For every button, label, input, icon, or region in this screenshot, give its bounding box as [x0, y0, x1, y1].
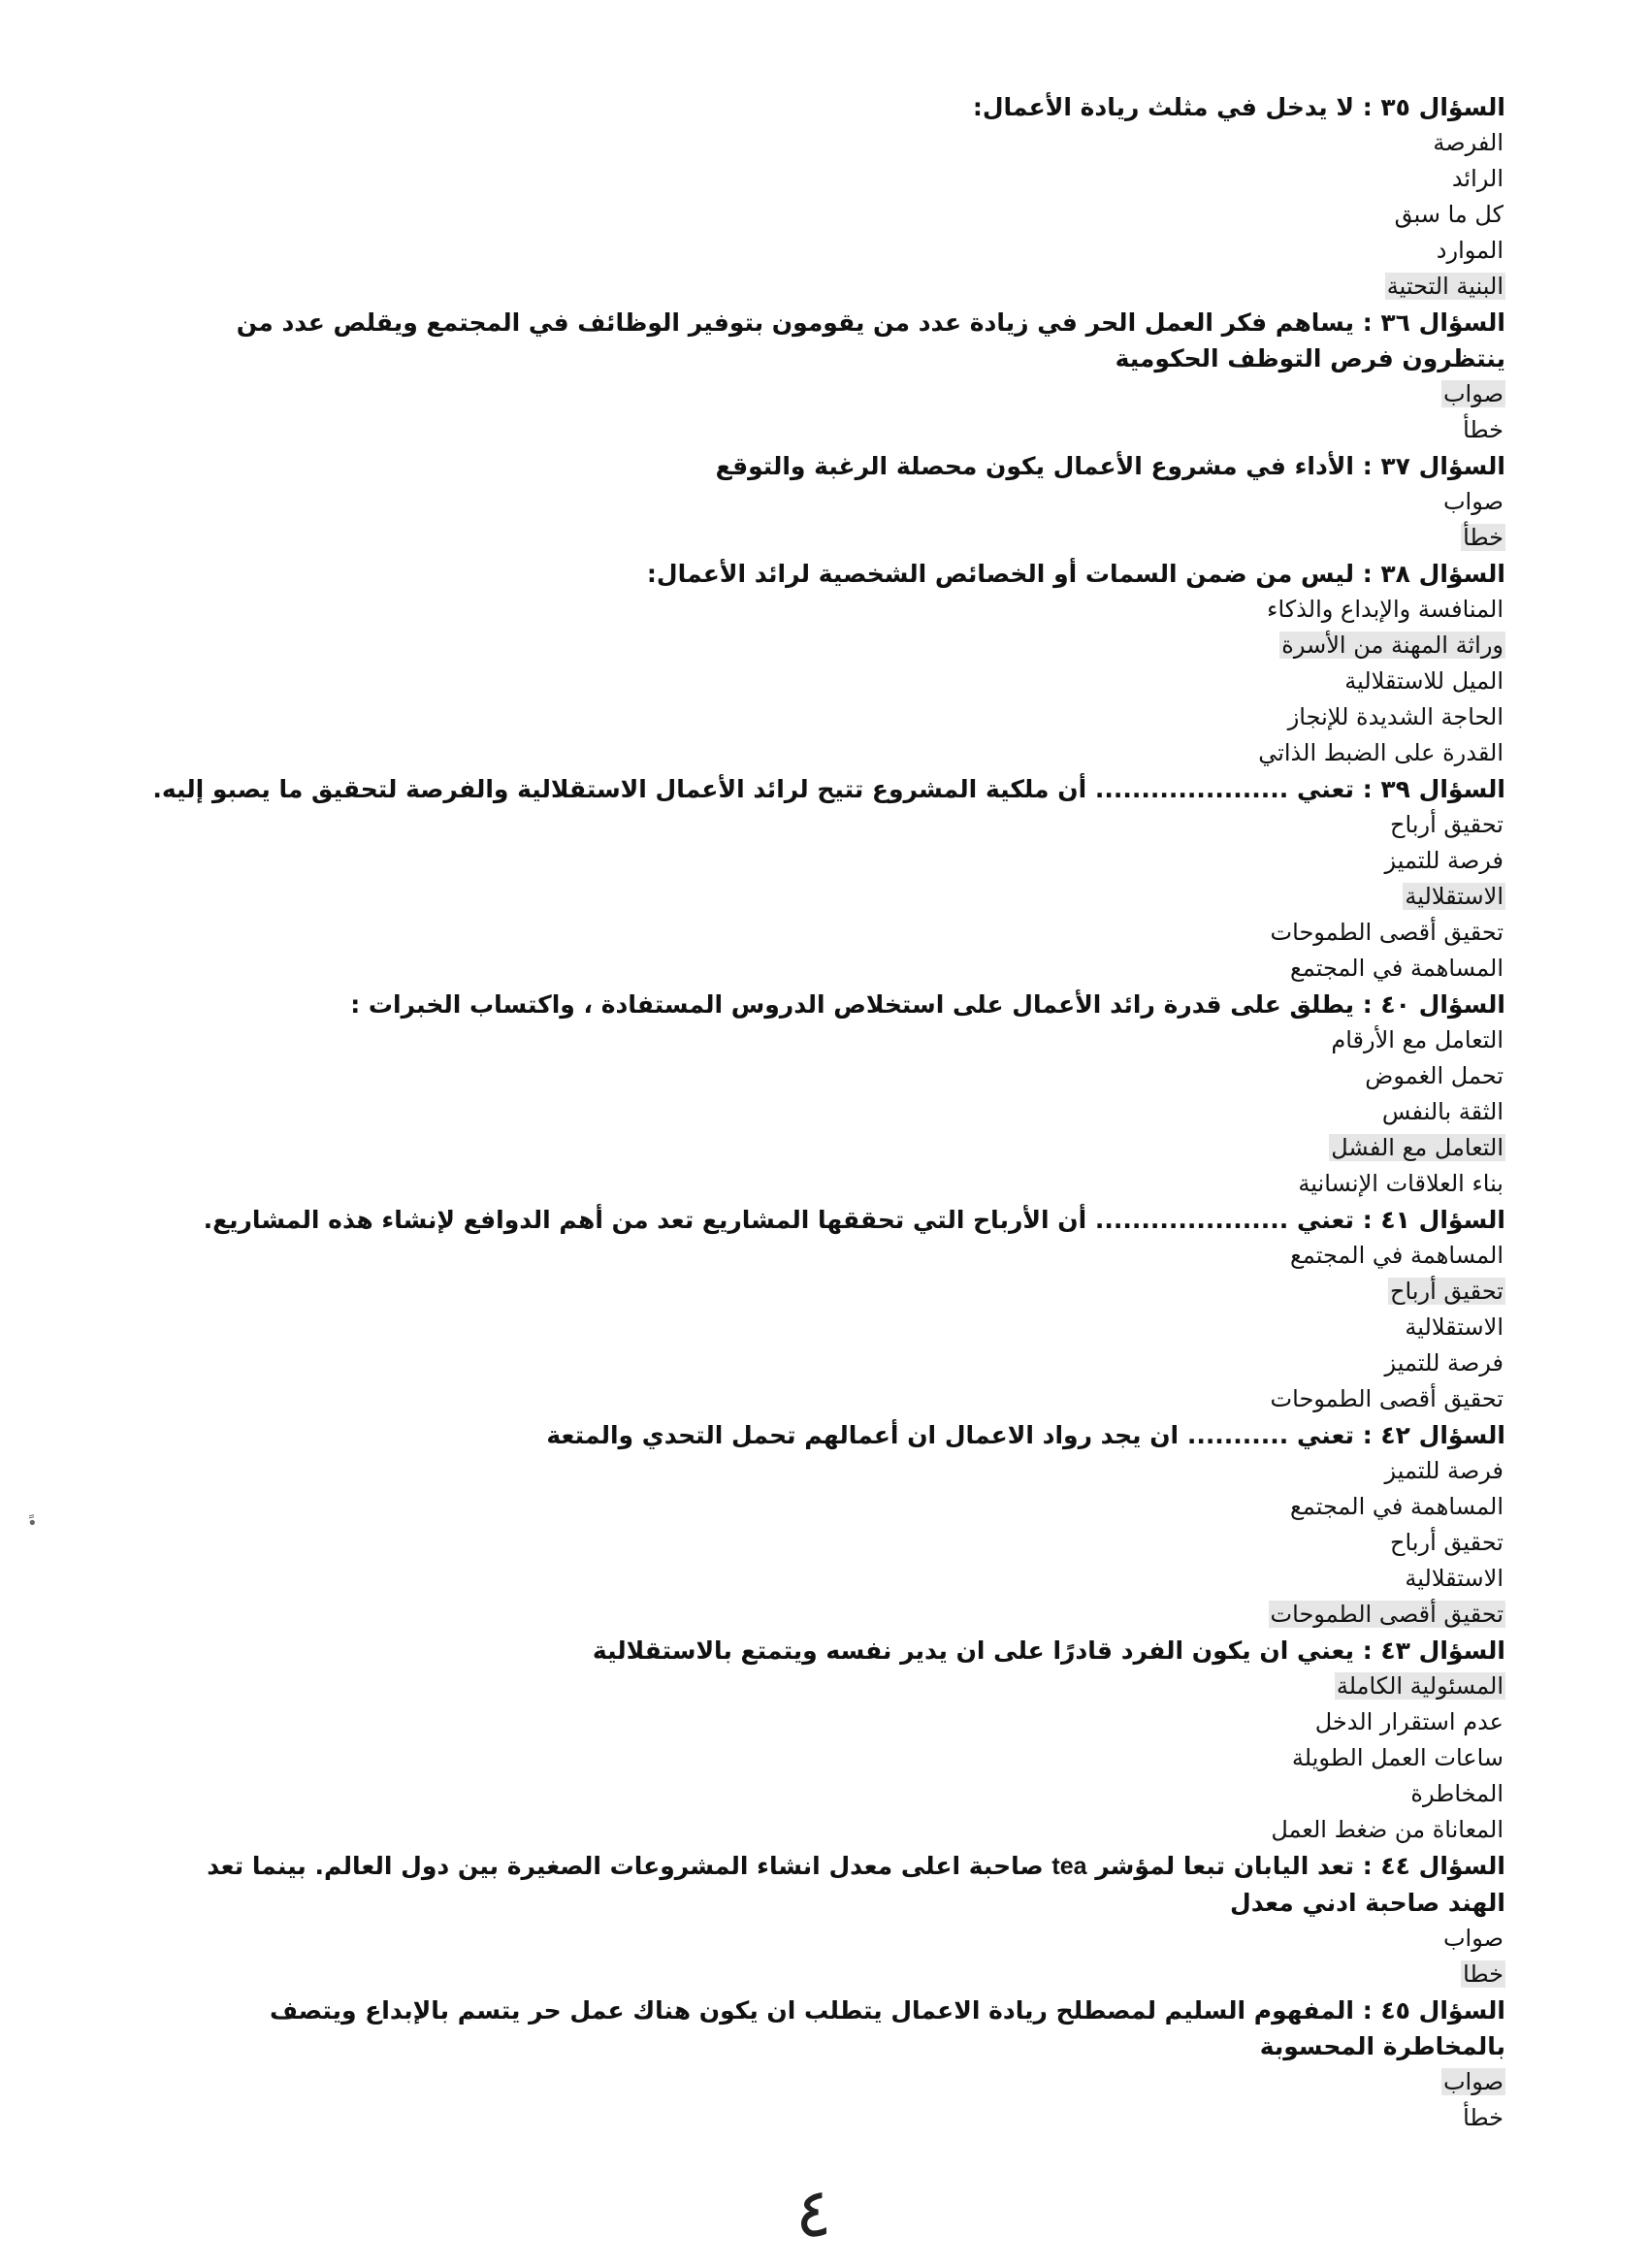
- answer-option: [147, 197, 1505, 233]
- question-number: السؤال ٤١ :: [1362, 1206, 1505, 1234]
- answer-option: [147, 951, 1505, 987]
- answer-option-label: كل ما سبق: [1394, 201, 1504, 228]
- question-text: [147, 1633, 1505, 1669]
- question-number: السؤال ٣٩ :: [1362, 775, 1505, 803]
- answer-option-selected: [147, 1957, 1505, 1993]
- answer-option-label: تحمل الغموض: [1365, 1062, 1504, 1089]
- answer-option-label: المساهمة في المجتمع: [1290, 1493, 1504, 1520]
- question-number: السؤال ٣٧ :: [1362, 452, 1505, 480]
- answer-option-label: خطا: [1463, 1960, 1504, 1988]
- question-text: [147, 1848, 1505, 1921]
- question-text: [147, 305, 1505, 376]
- question-text: [147, 987, 1505, 1022]
- question-text: [147, 89, 1505, 125]
- answer-option: [147, 161, 1505, 197]
- question-number: السؤال ٤٣ :: [1362, 1636, 1505, 1665]
- answer-option: [147, 2100, 1505, 2136]
- answer-option-label: خطأ: [1463, 524, 1504, 551]
- question-text: [147, 448, 1505, 484]
- answer-option: [147, 233, 1505, 269]
- answer-option: [147, 915, 1505, 951]
- answer-option-selected: [147, 1274, 1505, 1310]
- answer-option-label: تحقيق أقصى الطموحات: [1270, 919, 1504, 946]
- answer-option-label: المساهمة في المجتمع: [1290, 1242, 1504, 1269]
- answer-option-label: المسئولية الكاملة: [1336, 1672, 1504, 1700]
- answer-option: [147, 699, 1505, 735]
- answer-option: [147, 484, 1505, 520]
- answer-option-label: صواب: [1442, 380, 1504, 407]
- question-number: السؤال ٤٤ :: [1362, 1852, 1505, 1880]
- answer-option-label: المنافسة والإبداع والذكاء: [1267, 596, 1504, 623]
- answer-option-label: ساعات العمل الطويلة: [1291, 1744, 1504, 1771]
- answer-option-label: المعاناة من ضغط العمل: [1271, 1816, 1504, 1843]
- answer-option-selected: [147, 628, 1505, 664]
- question-stem: تعد اليابان تبعا لمؤشر: [1095, 1852, 1354, 1880]
- answer-option-label: تحقيق أقصى الطموحات: [1270, 1385, 1504, 1412]
- question-block: [147, 305, 1505, 448]
- answer-option: [147, 1094, 1505, 1130]
- answer-option: [147, 412, 1505, 448]
- answer-option-label: بناء العلاقات الإنسانية: [1298, 1170, 1504, 1197]
- answer-option-label: الاستقلالية: [1405, 1313, 1504, 1341]
- answer-option-label: المخاطرة: [1410, 1780, 1504, 1807]
- question-block: [147, 1202, 1505, 1417]
- answer-option-label: تحقيق أقصى الطموحات: [1270, 1601, 1504, 1628]
- question-list: [147, 89, 1505, 2136]
- answer-option-label: فرصة للتميز: [1384, 1349, 1504, 1377]
- question-block: [147, 89, 1505, 305]
- question-text: [147, 1417, 1505, 1453]
- answer-option: [147, 1561, 1505, 1597]
- answer-option-label: صواب: [1442, 488, 1504, 515]
- question-text: [147, 556, 1505, 592]
- answer-option-label: الميل للاستقلالية: [1344, 667, 1504, 695]
- question-number: السؤال ٤٥ :: [1362, 1996, 1505, 2025]
- answer-option-label: المساهمة في المجتمع: [1290, 955, 1504, 982]
- answer-option-selected: [147, 1597, 1505, 1633]
- answer-option: [147, 843, 1505, 879]
- answer-option-selected: [147, 1130, 1505, 1166]
- question-block: [147, 1993, 1505, 2136]
- answer-option-label: خطأ: [1463, 416, 1504, 443]
- answer-option: [147, 1704, 1505, 1740]
- answer-option-selected: [147, 520, 1505, 556]
- question-stem: تعني ..................... أن ملكية المشروع تتيح لرائد الأعمال الاستقلالية والفرصة لتحقيق ما يصبو إليه.: [152, 775, 1354, 803]
- answer-option-label: خطأ: [1463, 2104, 1504, 2131]
- question-block: [147, 1848, 1505, 1993]
- answer-option-label: الثقة بالنفس: [1381, 1098, 1504, 1125]
- answer-option-label: صواب: [1442, 1925, 1504, 1952]
- answer-option-label: تحقيق أرباح: [1390, 811, 1504, 838]
- question-text: [147, 771, 1505, 807]
- answer-option-label: الموارد: [1436, 237, 1504, 264]
- answer-option: [147, 1238, 1505, 1274]
- answer-option-label: تحقيق أرباح: [1390, 1278, 1504, 1305]
- answer-option-label: البنية التحتية: [1386, 273, 1504, 300]
- answer-option: [147, 1489, 1505, 1525]
- answer-option-label: الاستقلالية: [1405, 1565, 1504, 1592]
- question-number: السؤال ٤٢ :: [1362, 1421, 1505, 1449]
- answer-option: [147, 1058, 1505, 1094]
- answer-option-label: التعامل مع الفشل: [1331, 1134, 1504, 1161]
- question-number: السؤال ٣٨ :: [1362, 560, 1505, 588]
- index-term: tea: [1051, 1853, 1087, 1880]
- answer-option-label: عدم استقرار الدخل: [1314, 1708, 1504, 1735]
- question-stem: الأداء في مشروع الأعمال يكون محصلة الرغبة والتوقع: [715, 452, 1354, 480]
- question-block: [147, 771, 1505, 987]
- answer-option: [147, 807, 1505, 843]
- question-stem: يساهم فكر العمل الحر في زيادة عدد من يقومون بتوفير الوظائف في المجتمع ويقلص عدد من ينتظرون فرص التوظف الحكومية: [236, 308, 1505, 373]
- answer-option-label: الفرصة: [1433, 129, 1504, 156]
- question-block: [147, 987, 1505, 1202]
- page-number: ٤: [795, 2173, 832, 2252]
- answer-option-selected: [147, 376, 1505, 412]
- question-text: [147, 1993, 1505, 2064]
- answer-option: [147, 1525, 1505, 1561]
- answer-option-label: الرائد: [1451, 165, 1504, 192]
- answer-option: [147, 1166, 1505, 1202]
- answer-option: [147, 1310, 1505, 1345]
- answer-option-label: فرصة للتميز: [1384, 1457, 1504, 1484]
- question-block: [147, 1633, 1505, 1848]
- answer-option: [147, 592, 1505, 628]
- answer-option-label: تحقيق أرباح: [1390, 1529, 1504, 1556]
- question-stem: يعني ان يكون الفرد قادرًا على ان يدير نفسه ويتمتع بالاستقلالية: [592, 1636, 1354, 1665]
- answer-option: [147, 1921, 1505, 1957]
- answer-option-label: القدرة على الضبط الذاتي: [1258, 739, 1504, 766]
- scan-speck: ً•: [27, 1513, 38, 1534]
- question-number: السؤال ٣٥ :: [1362, 93, 1505, 121]
- question-stem: لا يدخل في مثلث ريادة الأعمال:: [972, 93, 1354, 121]
- question-stem: تعني ........... ان يجد رواد الاعمال ان أعمالهم تحمل التحدي والمتعة: [546, 1421, 1354, 1449]
- question-stem: صاحبة اعلى معدل انشاء المشروعات الصغيرة بين دول العالم. بينما تعد الهند صاحبة ادني معدل: [207, 1852, 1505, 1917]
- answer-option: [147, 125, 1505, 161]
- question-stem: يطلق على قدرة رائد الأعمال على استخلاص الدروس المستفادة ، واكتساب الخبرات :: [350, 990, 1354, 1019]
- question-block: [147, 556, 1505, 771]
- answer-option: [147, 1022, 1505, 1058]
- answer-option: [147, 1740, 1505, 1776]
- answer-option-label: الحاجة الشديدة للإنجاز: [1287, 703, 1504, 730]
- answer-option: [147, 735, 1505, 771]
- answer-option-label: التعامل مع الأرقام: [1331, 1026, 1504, 1053]
- answer-option-label: صواب: [1442, 2068, 1504, 2095]
- answer-option-selected: [147, 879, 1505, 915]
- answer-option: [147, 664, 1505, 699]
- question-number: السؤال ٣٦ :: [1362, 308, 1505, 337]
- answer-option: [147, 1776, 1505, 1812]
- answer-option: [147, 1812, 1505, 1848]
- answer-option: [147, 1381, 1505, 1417]
- question-text: [147, 1202, 1505, 1238]
- answer-option-label: الاستقلالية: [1405, 883, 1504, 910]
- question-stem: ليس من ضمن السمات أو الخصائص الشخصية لرائد الأعمال:: [646, 560, 1354, 588]
- question-block: [147, 1417, 1505, 1633]
- answer-option: [147, 1453, 1505, 1489]
- answer-option-label: فرصة للتميز: [1384, 847, 1504, 874]
- answer-option-selected: [147, 2064, 1505, 2100]
- question-block: [147, 448, 1505, 556]
- answer-option-label: وراثة المهنة من الأسرة: [1281, 632, 1504, 659]
- answer-option-selected: [147, 1669, 1505, 1704]
- question-stem: المفهوم السليم لمصطلح ريادة الاعمال يتطلب ان يكون هناك عمل حر يتسم بالإبداع ويتصف بالمخاطرة المحسوبة: [269, 1996, 1505, 2060]
- answer-option: [147, 1345, 1505, 1381]
- question-number: السؤال ٤٠ :: [1362, 990, 1505, 1019]
- question-stem: تعني ..................... أن الأرباح التي تحققها المشاريع تعد من أهم الدوافع لإنشاء هذه المشاريع.: [203, 1206, 1354, 1234]
- answer-option-selected: [147, 269, 1505, 305]
